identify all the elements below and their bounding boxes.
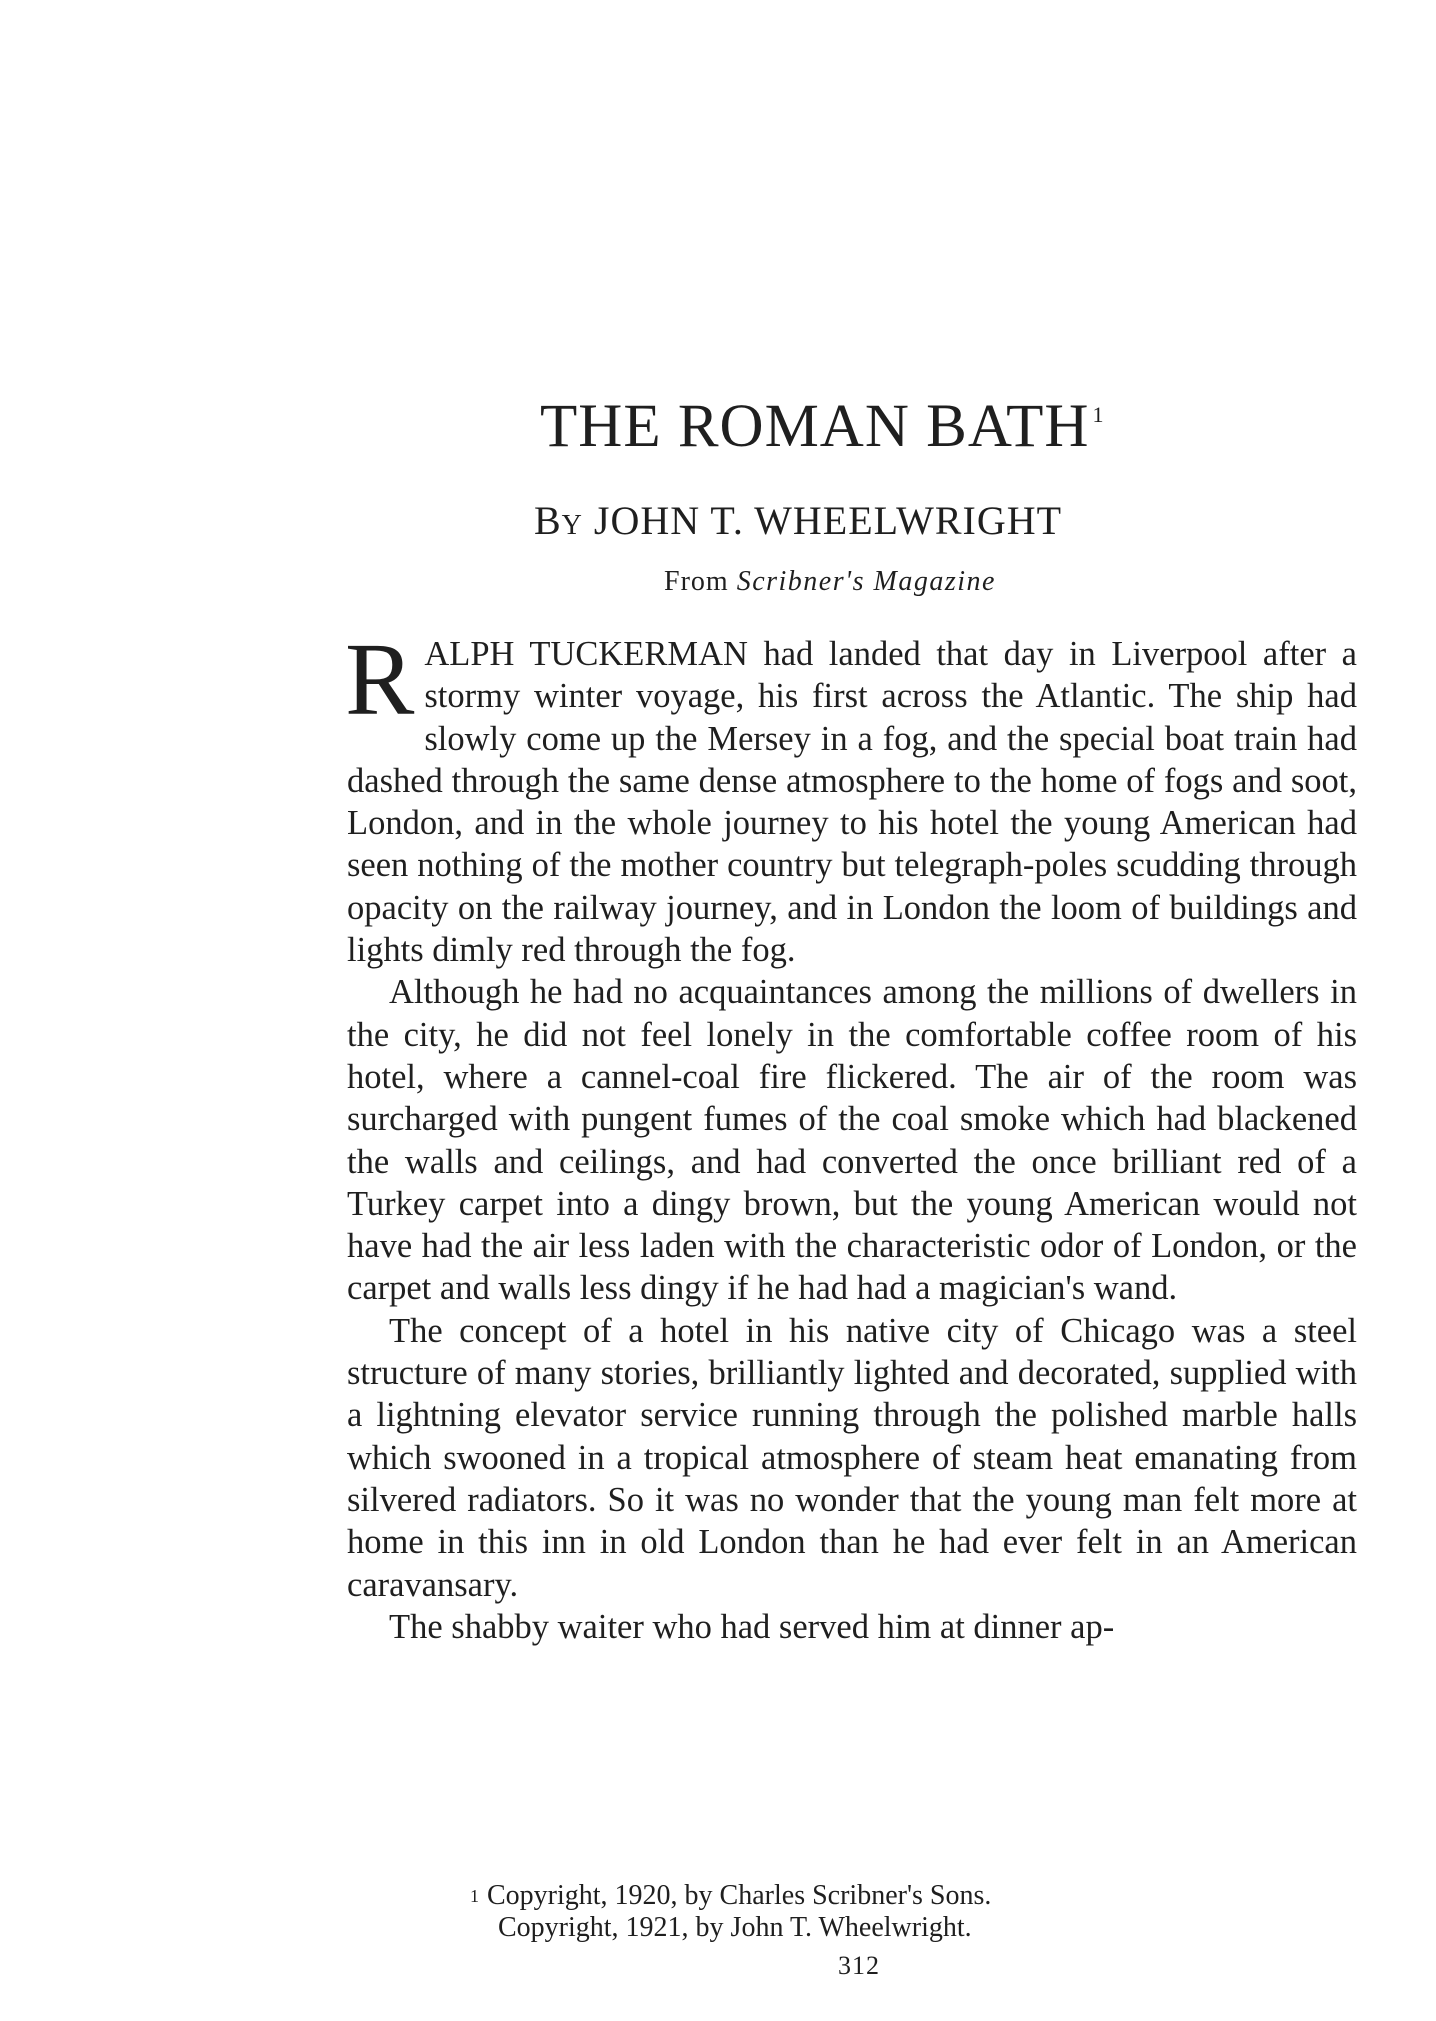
- paragraph-2: Although he had no acquaintances among the millions of dwellers in the city, he did not feel lonely in the comfortable coffee room of his hotel, where a cannel-coal fire flickered. The air of the room was surcharged with pungent fumes of the coal smoke which had blackened the walls and ceilings, and had converted the once brilliant red of a Turkey carpet into a dingy brown, but the young American would not have had the air less laden with the characteristic odor of London, or the carpet and walls less dingy if he had had a magician's wand.: [347, 973, 1357, 1308]
- paragraph-3: The concept of a hotel in his native city of Chicago was a steel structure of many stories, brilliantly lighted and decorated, supplied with a lightning elevator service running through the polished marble halls which swooned in a tropical atmosphere of steam heat emanating from silvered radiators. So it was no wonder that the young man felt more at home in this inn in old London than he had ever felt in an American caravansary.: [347, 1311, 1357, 1604]
- paragraph-1-text: ALPH TUCKERMAN had landed that day in Liverpool after a stormy winter voyage, his first across the Atlantic. The ship had slowly come up the Mersey in a fog, and the special boat train had dashed through the same dense atmosphere to the home of fogs and soot, London, and in the whole journey to his hotel the young American had seen nothing of the mother country but telegraph-poles scudding through opacity on the railway journey, and in London the loom of buildings and lights dimly red through the fog.: [347, 635, 1357, 970]
- source-publication: Scribner's Magazine: [736, 566, 996, 597]
- byline-prefix: By: [534, 498, 583, 543]
- byline: [534, 497, 1062, 544]
- footnote-line-1-text: Copyright, 1920, by Charles Scribner's Sons.: [487, 1880, 992, 1911]
- footnote-line-1: [470, 1880, 991, 1912]
- copyright-footnote: [470, 1880, 991, 1944]
- drop-cap: R: [345, 622, 415, 737]
- footnote-line-2: Copyright, 1921, by John T. Wheelwright.: [498, 1912, 972, 1943]
- page-number: 312: [838, 1951, 880, 1980]
- paragraph-4: The shabby waiter who had served him at dinner ap-: [389, 1607, 1115, 1646]
- author-name: JOHN T. WHEELWRIGHT: [593, 498, 1063, 543]
- footnote-marker: 1: [470, 1886, 479, 1906]
- source-line: [664, 566, 996, 598]
- article-body: [345, 622, 1357, 1648]
- article-title-text: THE ROMAN BATH: [540, 393, 1090, 460]
- title-footnote-marker: 1: [1092, 402, 1105, 427]
- paragraph-1: [345, 622, 1357, 971]
- source-prefix: From: [664, 566, 729, 597]
- article-title: [540, 392, 1104, 462]
